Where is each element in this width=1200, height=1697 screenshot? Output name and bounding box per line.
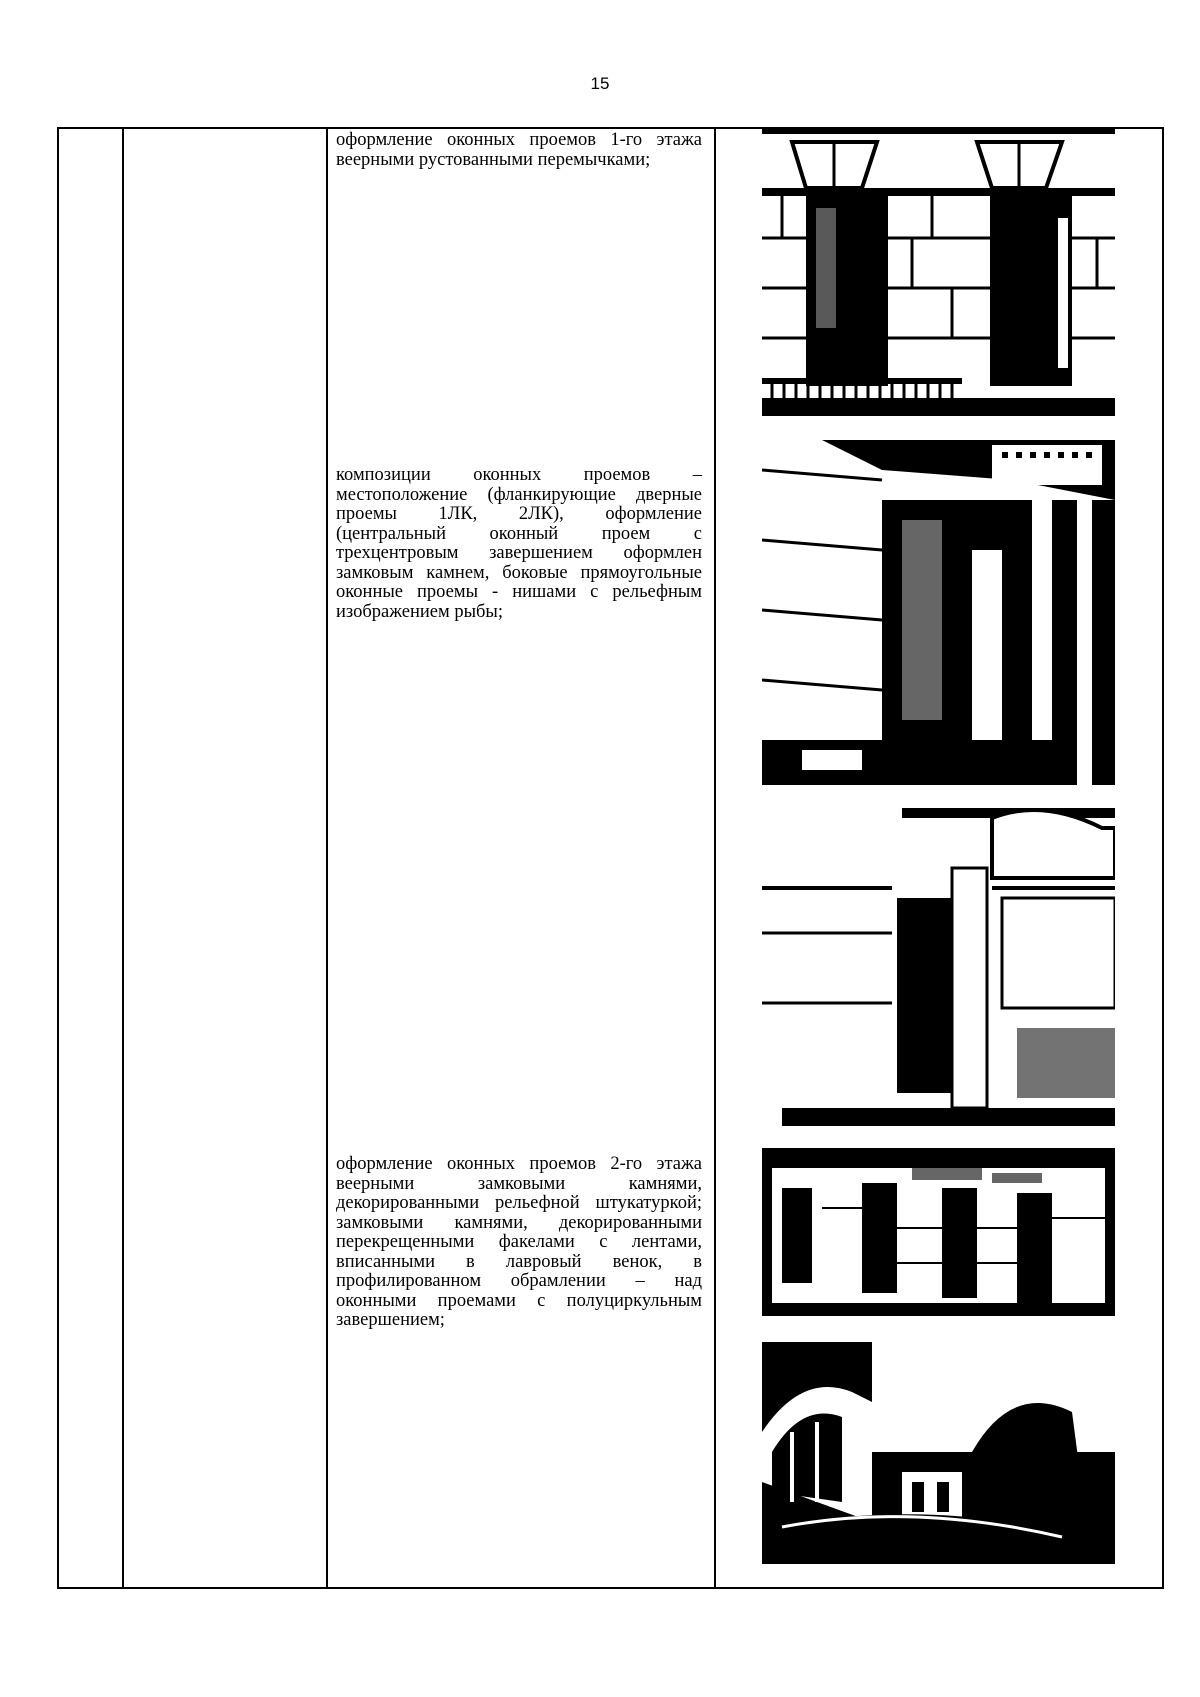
column-divider: [326, 129, 328, 1587]
row-1-description: оформление оконных проемов 1-го этажа веерными рустованными перемычками;: [336, 130, 702, 170]
facade-photo-semicircular-arch-window: [762, 1342, 1115, 1564]
facade-photo-window-composition: [762, 440, 1115, 785]
column-divider: [122, 129, 124, 1587]
facade-photo-fan-lintels: [762, 128, 1115, 416]
column-divider: [714, 129, 716, 1587]
row-2-description: композиции оконных проемов – местоположение (фланкирующие дверные проемы 1ЛК, 2ЛК), оформление (центральный оконный проем с трехцентровым завершением оформлен замковым камнем, боковые прямоугольные оконные проемы - нишами с рельефным изображением рыбы;: [336, 465, 702, 622]
page-number: 15: [590, 74, 610, 93]
facade-photo-second-floor-keystones: [762, 1148, 1115, 1316]
facade-photo-rectangular-window-niche: [762, 808, 1115, 1126]
row-3-description: оформление оконных проемов 2-го этажа веерными замковыми камнями, декорированными рельефной штукатуркой; замковыми камнями, декорированными перекрещенными факелами с лентами, вписанными в лавровый венок, в профилированном обрамлении – над оконными проемами с полуциркульным завершением;: [336, 1154, 702, 1330]
